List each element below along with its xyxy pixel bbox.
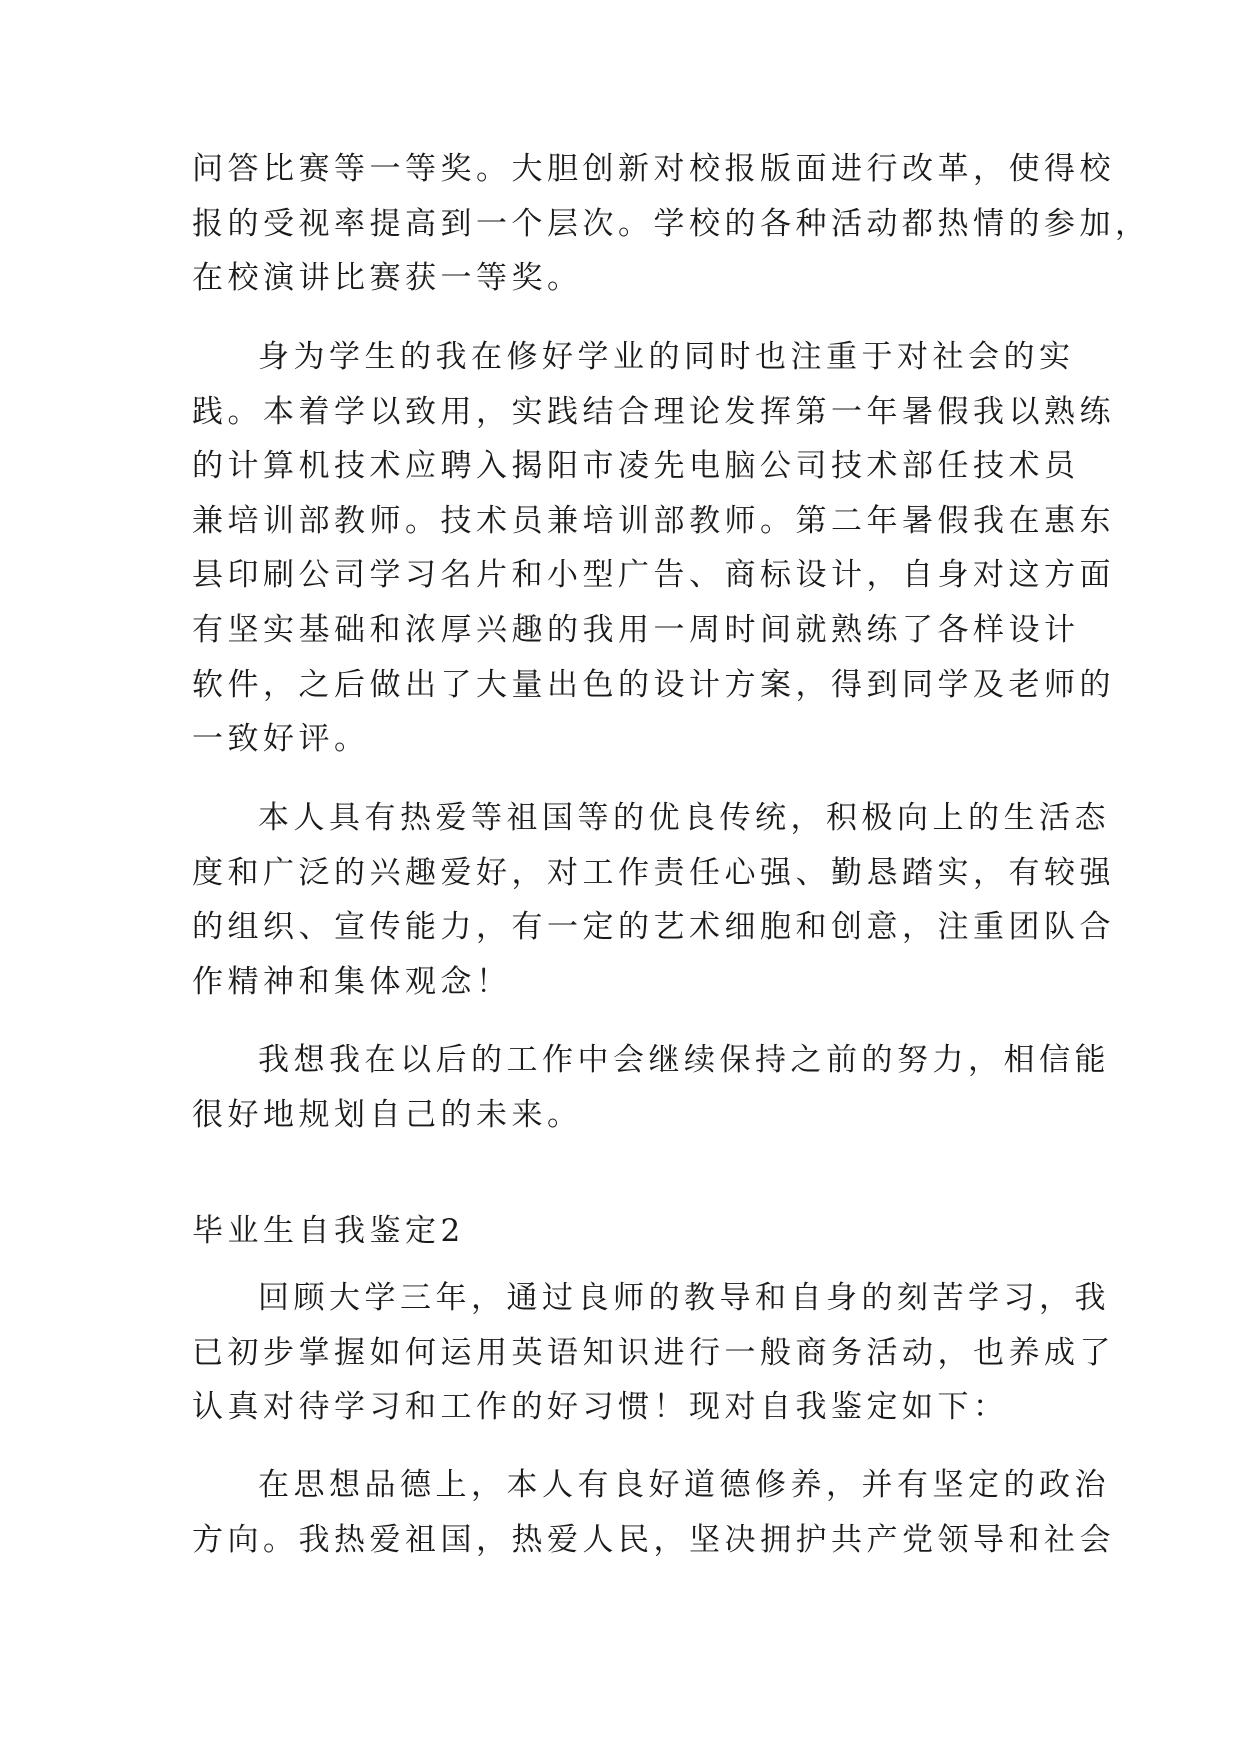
- text-line: 已初步掌握如何运用英语知识进行一般商务活动，也养成了: [192, 1335, 1115, 1371]
- text-line: 问答比赛等一等奖。大胆创新对校报版面进行改革，使得校: [192, 151, 1115, 187]
- paragraph-start-line: 身为学生的我在修好学业的同时也注重于对社会的实: [258, 339, 1075, 375]
- text-line: 的计算机技术应聘入揭阳市凌先电脑公司技术部任技术员: [192, 448, 1080, 484]
- paragraph-start-line: 本人具有热爱等祖国等的优良传统，积极向上的生活态: [258, 800, 1110, 836]
- text-line: 很好地规划自己的未来。: [192, 1097, 583, 1133]
- text-line: 兼培训部教师。技术员兼培训部教师。第二年暑假我在惠东: [192, 503, 1115, 539]
- text-line: 的组织、宣传能力，有一定的艺术细胞和创意，注重团队合: [192, 909, 1115, 945]
- text-line: 在校演讲比赛获一等奖。: [192, 260, 583, 296]
- paragraph-start-line: 在思想品德上，本人有良好道德修养，并有坚定的政治: [258, 1467, 1110, 1503]
- text-line: 度和广泛的兴趣爱好，对工作责任心强、勤恳踏实，有较强: [192, 855, 1115, 891]
- text-line: 一致好评。: [192, 721, 370, 757]
- paragraph-start-line: 我想我在以后的工作中会继续保持之前的努力，相信能: [258, 1042, 1110, 1078]
- paragraph-start-line: 回顾大学三年，通过良师的教导和自身的刻苦学习，我: [258, 1280, 1110, 1316]
- text-line: 报的受视率提高到一个层次。学校的各种活动都热情的参加，: [192, 206, 1151, 242]
- text-line: 方向。我热爱祖国，热爱人民，坚决拥护共产党领导和社会: [192, 1522, 1115, 1558]
- text-line: 软件，之后做出了大量出色的设计方案，得到同学及老师的: [192, 667, 1115, 703]
- text-line: 县印刷公司学习名片和小型广告、商标设计，自身对这方面: [192, 557, 1115, 593]
- text-line: 有坚实基础和浓厚兴趣的我用一周时间就熟练了各样设计: [192, 612, 1080, 648]
- text-line: 践。本着学以致用，实践结合理论发挥第一年暑假我以熟练: [192, 394, 1115, 430]
- section-heading: 毕业生自我鉴定2: [192, 1213, 465, 1249]
- text-line: 认真对待学习和工作的好习惯！现对自我鉴定如下：: [192, 1389, 1009, 1425]
- text-line: 作精神和集体观念！: [192, 964, 512, 1000]
